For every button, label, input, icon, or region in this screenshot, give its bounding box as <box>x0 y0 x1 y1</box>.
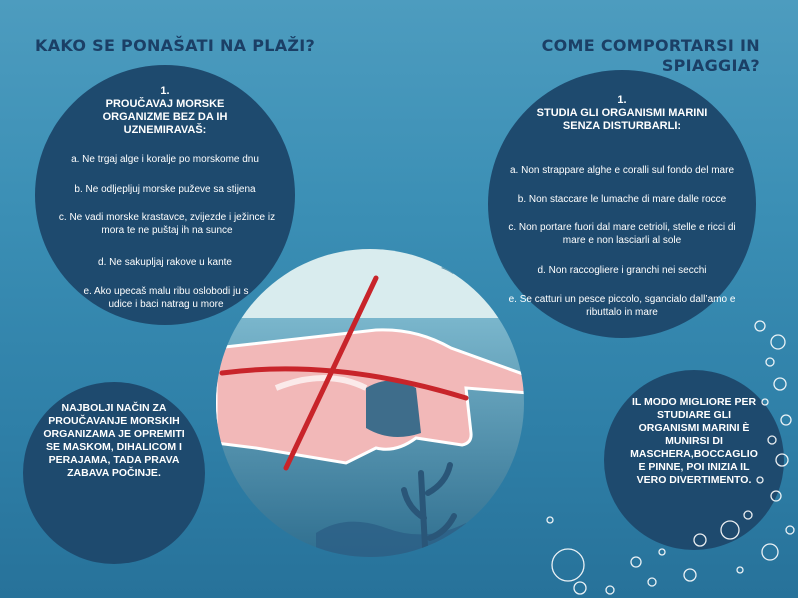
tip-circle-croatian <box>23 382 205 564</box>
rule-item: a. Non strappare alghe e coralli sul fondo del mare <box>509 165 735 176</box>
crossed-hand-illustration <box>216 238 528 598</box>
rule-number: 1. <box>617 94 627 106</box>
rule-item: b. Ne odljepljuj morske puževe sa stijena <box>74 184 256 195</box>
rule-item: e. Ako upecaš malu ribu oslobodi ju s udice i baci natrag u more <box>83 286 249 310</box>
title-croatian: KAKO SE PONAŠATI NA PLAŽI? <box>35 36 316 55</box>
rule-item: b. Non staccare le lumache di mare dalle rocce <box>517 194 727 205</box>
rule-item: e. Se catturi un pesce piccolo, sgancialo dall’amo e ributtalo in mare <box>508 294 736 318</box>
tip-text: NAJBOLJI NAČIN ZA PROUČAVANJE MORSKIH ORGANIZAMA JE OPREMITI SE MASKOM, DIHALICOM I PERAJAMA, TADA PRAVA ZABAVA POČINJE. <box>43 402 185 479</box>
rule-item: d. Non raccogliere i granchi nei secchi <box>537 265 707 276</box>
rule-heading: STUDIA GLI ORGANISMI MARINI SENZA DISTURBARLI: <box>536 107 708 132</box>
rule-item: c. Ne vadi morske krastavce, zvijezde i ježince iz mora te ne puštaj ih na sunce <box>58 212 276 236</box>
rule-item: d. Ne sakupljaj rakove u kante <box>98 257 232 268</box>
rules-circle-croatian <box>35 65 295 325</box>
rule-item: a. Ne trgaj alge i koralje po morskome dnu <box>71 154 259 165</box>
rule-heading: PROUČAVAJ MORSKE ORGANIZME BEZ DA IH UZNEMIRAVAŠ: <box>102 98 228 136</box>
bubbles-decoration <box>540 290 798 598</box>
tip-text: IL MODO MIGLIORE PER STUDIARE GLI ORGANISMI MARINI È MUNIRSI DI MASCHERA,BOCCAGLIO E PINNE, POI INIZIA IL VERO DIVERTIMENTO. <box>630 396 758 486</box>
rule-item: c. Non portare fuori dal mare cetrioli, stelle e ricci di mare e non lasciarli al sole <box>508 222 736 246</box>
title-italian: COME COMPORTARSI IN SPIAGGIA? <box>541 36 760 75</box>
rule-number: 1. <box>160 85 170 97</box>
